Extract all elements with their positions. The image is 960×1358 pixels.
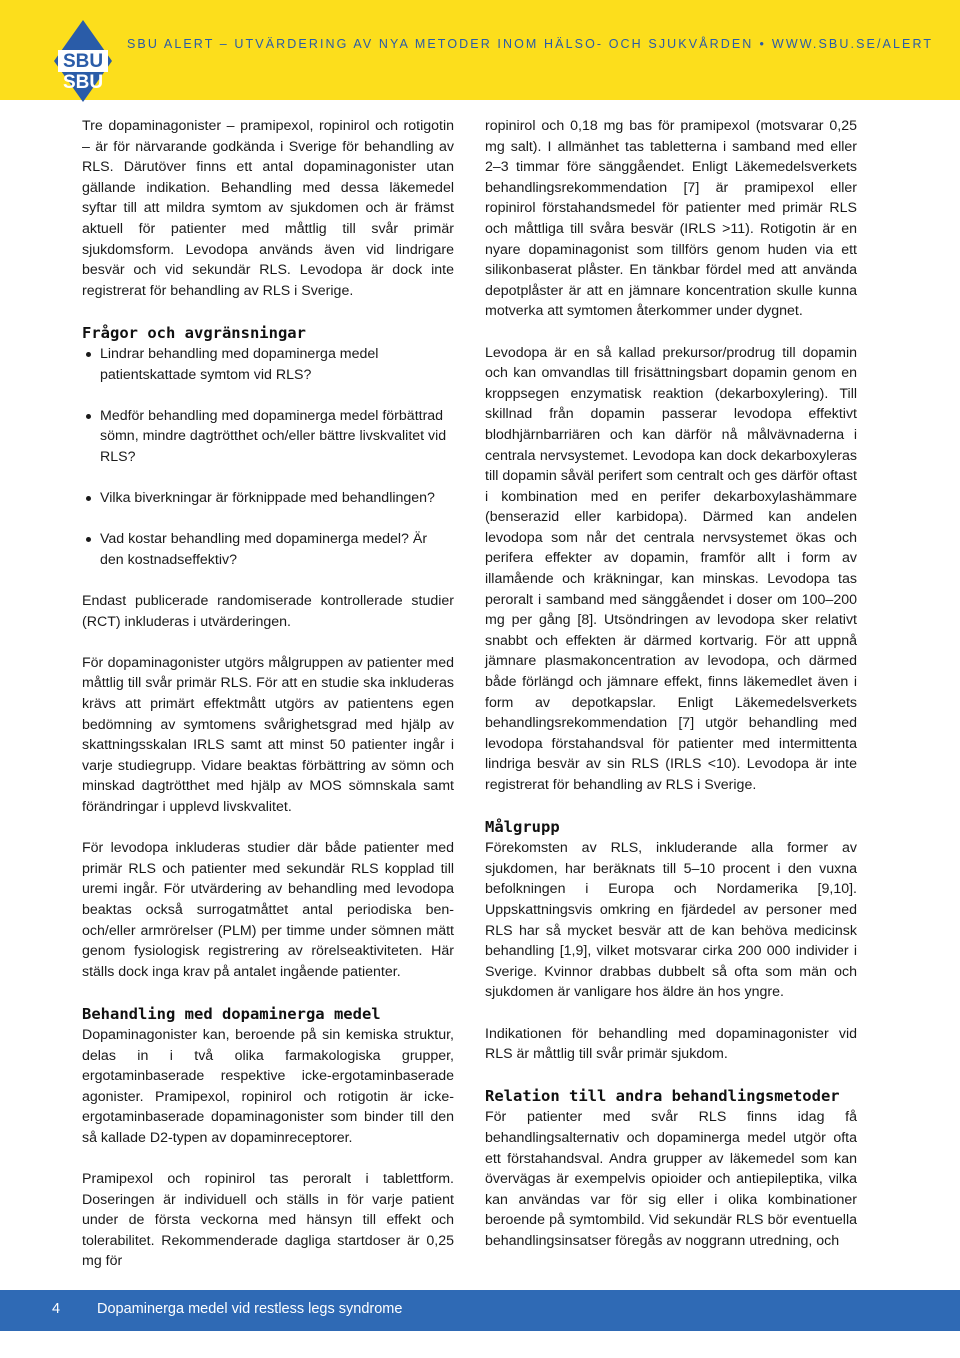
left-column bbox=[82, 116, 454, 1293]
intro-paragraph: Tre dopaminagonister – pramipexol, ropinirol och rotigotin – är för närvarande godkända i Sverige för behandling av RLS. Därutöver finns ett antal dopaminagonister utan gällande indikation. Behandling med dessa läkemedel syftar till att mildra symtom av sjukdomen och är främst aktuell för patienter med måttlig till svår primär sjukdomsform. Levodopa används även vid lindrigare besvär och vid sekundär RLS. Levodopa är dock inte registrerat för behandling av RLS i Sverige. bbox=[82, 118, 454, 299]
list-item: Vilka biverkningar är förknippade med behandlingen? bbox=[82, 488, 454, 509]
target-paragraph-2: Indikationen för behandling med dopaminagonister vid RLS är måttlig till svår primär sjukdom. bbox=[485, 1025, 857, 1063]
header-bar bbox=[0, 0, 960, 100]
target-paragraph-1: Förekomsten av RLS, inkluderande alla former av sjukdomen, har beräknats till 5–10 procent i den vuxna befolkningen i Europa och Nordamerika [9,10]. Uppskattningsvis omkring en fjärdedel av personer med RLS har så mycket besvär att de kan behöva medicinsk behandling [1,9], vilket motsvarar cirka 200 000 individer i Sverige. Kvinnor drabbas dubbelt så ofta som män och sjukdomen är vanligare hos äldre än hos yngre. bbox=[485, 840, 857, 1001]
levodopa-inclusion-paragraph: För levodopa inkluderas studier där både patienter med primär RLS och patienter med sekundär RLS kopplad till uremi ingår. För utvärdering av behandling med levodopa beaktas också surrogatmåttet antal periodiska ben- och/eller armrörelser (PLM) per timme under sömnen mätt genom fysiologisk registrering av rörelseaktiviteten. Här ställs dock inga krav på antalet ingående patienter. bbox=[82, 840, 454, 980]
sbu-logo-icon bbox=[54, 20, 112, 102]
page-number: 4 bbox=[52, 1301, 61, 1317]
questions-heading: Frågor och avgränsningar bbox=[82, 323, 306, 342]
relation-paragraph: För patienter med svår RLS finns idag få behandlingsalternativ och dopaminerga medel utgör ofta ett förstahandsval. Andra grupper av läkemedel som kan övervägas är exempelvis opioider och antiepileptika, vilka kan användas var för sig eller i olika kombinationer beroende på symtombild. Vid sekundär RLS bör eventuella behandlingsinsatser föregås av noggrann utredning, och bbox=[485, 1109, 857, 1249]
treatment-paragraph-2: Pramipexol och ropinirol tas peroralt i tablettform. Doseringen är individuell och ställs in för varje patient under de första veckorna med hänsyn till effekt och tolerabilitet. Rekommenderade dagliga startdoser är 0,25 mg för bbox=[82, 1171, 454, 1270]
rct-paragraph: Endast publicerade randomiserade kontrollerade studier (RCT) inkluderas i utvärderingen. bbox=[82, 593, 454, 630]
questions-list bbox=[82, 344, 454, 571]
target-group-heading: Målgrupp bbox=[485, 818, 560, 837]
bullet-separator: • bbox=[759, 37, 766, 51]
relation-heading: Relation till andra behandlingsmetoder bbox=[485, 1087, 840, 1106]
levodopa-paragraph: Levodopa är en så kallad prekursor/prodrug till dopamin och kan omvandlas till frisättningsbart dopamin genom en kroppsegen enzymatisk reaktion (dekarboxylering). Till skillnad från dopamin passerar levodopa effektivt blodhjärnbarriären och kan därför nå målvävnaderna i centrala nervsystemet. Levodopa kan dock dekarboxyleras till dopamin såväl perifert som centralt och ges därför oftast i kombination med en perifer dekarboxylashämmare (benserazid eller karbidopa). Därmed kan andelen levodopa som når det centrala nervsystemet ökas och perifera effekter av dopamin, framför allt i form av illamående och kräkningar, kan minskas. Levodopa tas peroralt i samband med sänggåendet i doser om 100–200 mg per gång [8]. Utsöndringen av levodopa sker relativt snabbt och effekten är därmed kortvarig. För att uppnå jämnare plasmakoncentration av levodopa, och därmed både förlängd och jämnare effekt, finns läkemedlet även i form av depotkapslar. Enligt Läkemedelsverkets behandlingsrekommendation [7] utgör behandling med levodopa förstahandsval för patienter med intermittenta lindriga besvär av sin RLS (IRLS <10). Levodopa är inte registrerat för behandling av RLS i Sverige. bbox=[485, 344, 857, 793]
logo-text-bottom: SBU bbox=[62, 72, 104, 93]
logo-text-top: SBU bbox=[62, 51, 104, 72]
list-item: Vad kostar behandling med dopaminerga medel? Är den kostnadseffektiv? bbox=[82, 529, 454, 570]
dosage-continued-paragraph: ropinirol och 0,18 mg bas för pramipexol (motsvarar 0,25 mg salt). I allmänhet tas tabletterna i samband med eller 2–3 timmar före sänggåendet. Enligt Läkemedelsverkets behandlingsrekommendation [7] är pramipexol eller ropinirol förstahandsmedel för patienter med primär RLS och måttliga till svåra besvär (IRLS >11). Rotigotin är en nyare dopaminagonist som tillförs genom huden via ett silikonbaserat plåster. En tänkbar fördel med att använda depotplåster är att en jämnare koncentration skulle kunna motverka att symtomen återkommer under dygnet. bbox=[485, 118, 857, 320]
header-tagline bbox=[127, 37, 933, 51]
footer-bar bbox=[0, 1290, 960, 1331]
agonists-paragraph: För dopaminagonister utgörs målgruppen av patienter med måttlig till svår primär RLS. För att en studie ska inkluderas krävs att primärt effektmått utgörs av patientens egen bedömning av symtomens svårighetsgrad med hjälp av skattningsskalan IRLS samt att minst 50 patienter ingår i varje studiegrupp. Vidare beaktas förbättring av sömn och minskad dagtrötthet med hjälp av MOS sömnskala samt förändringar i upplevd livskvalitet. bbox=[82, 654, 454, 815]
tagline-text: SBU ALERT – UTVÄRDERING AV NYA METODER INOM HÄLSO- OCH SJUKVÅRDEN bbox=[127, 37, 754, 51]
treatment-paragraph-1: Dopaminagonister kan, beroende på sin kemiska struktur, delas in i två olika farmakologiska grupper, ergotaminbaserade respektive icke-ergotaminbaserade agonister. Pramipexol, ropinirol och rotigotin är icke-ergotaminbaserade dopaminagonister som binder till den så kallade D2-typen av dopaminreceptorer. bbox=[82, 1026, 454, 1146]
right-column bbox=[485, 116, 857, 1272]
treatment-heading: Behandling med dopaminerga medel bbox=[82, 1004, 381, 1023]
list-item: Medför behandling med dopaminerga medel förbättrad sömn, mindre dagtrötthet och/eller bättre livskvalitet vid RLS? bbox=[82, 406, 454, 468]
list-item: Lindrar behandling med dopaminerga medel patientskattade symtom vid RLS? bbox=[82, 344, 454, 385]
header-url-link[interactable]: WWW.SBU.SE/ALERT bbox=[771, 37, 934, 51]
footer-title: Dopaminerga medel vid restless legs syndrome bbox=[97, 1301, 403, 1317]
